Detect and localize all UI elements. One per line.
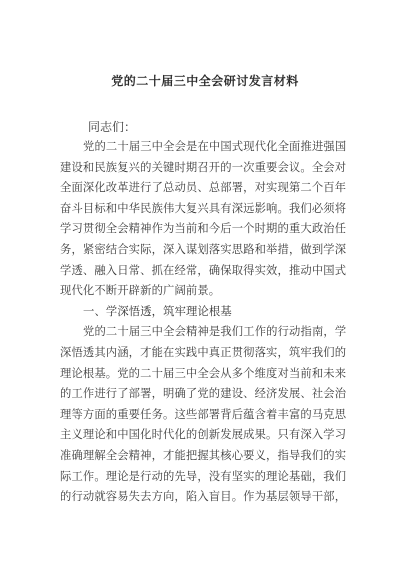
paragraph-line: 全面深化改革进行了总动员、总部署，对实现第二个百年 [60,181,347,195]
paragraph-line: 深悟透其内涵，才能在实践中真正贯彻落实，筑牢我们的 [60,345,347,359]
paragraph-line: 理等方面的重要任务。这些部署背后蕴含着丰富的马克思 [60,407,347,421]
paragraph-line: 的行动就容易失去方向，陷入盲目。作为基层领导干部， [60,490,347,504]
paragraph-line: 学习贯彻全会精神作为当前和今后一个时期的重大政治任 [60,222,347,236]
paragraph-line: 的工作进行了部署，明确了党的建设、经济发展、社会治 [60,387,347,401]
paragraph-line: 党的二十届三中全会精神是我们工作的行动指南，学 [83,325,347,339]
paragraph-line: 现代化不断开辟新的广阔前景。 [60,284,221,298]
paragraph-line: 建设和民族复兴的关键时期召开的一次重要会议。全会对 [60,160,347,174]
paragraph-line: 务，紧密结合实际，深入谋划落实思路和举措，做到学深 [60,242,347,256]
paragraph-line: 学透、融入日常、抓在经常，确保取得实效，推动中国式 [60,263,347,277]
paragraph-line: 主义理论和中国化时代化的创新发展成果。只有深入学习 [60,428,347,442]
document-title: 党的二十届三中全会研讨发言材料 [111,74,299,88]
document-body [60,137,360,508]
paragraph-line: 际工作。理论是行动的先导，没有坚实的理论基础，我们 [60,469,347,483]
salutation: 同志们： [88,120,137,134]
paragraph-line: 理论根基。党的二十届三中全会从多个维度对当前和未来 [60,366,347,380]
section-heading: 一、学深悟透，筑牢理论根基 [83,304,232,318]
paragraph-line: 准确理解全会精神，才能把握其核心要义，指导我们的实 [60,448,347,462]
paragraph-line: 奋斗目标和中华民族伟大复兴具有深远影响。我们必须将 [60,201,347,215]
paragraph-line: 党的二十届三中全会是在中国式现代化全面推进强国 [83,140,347,153]
